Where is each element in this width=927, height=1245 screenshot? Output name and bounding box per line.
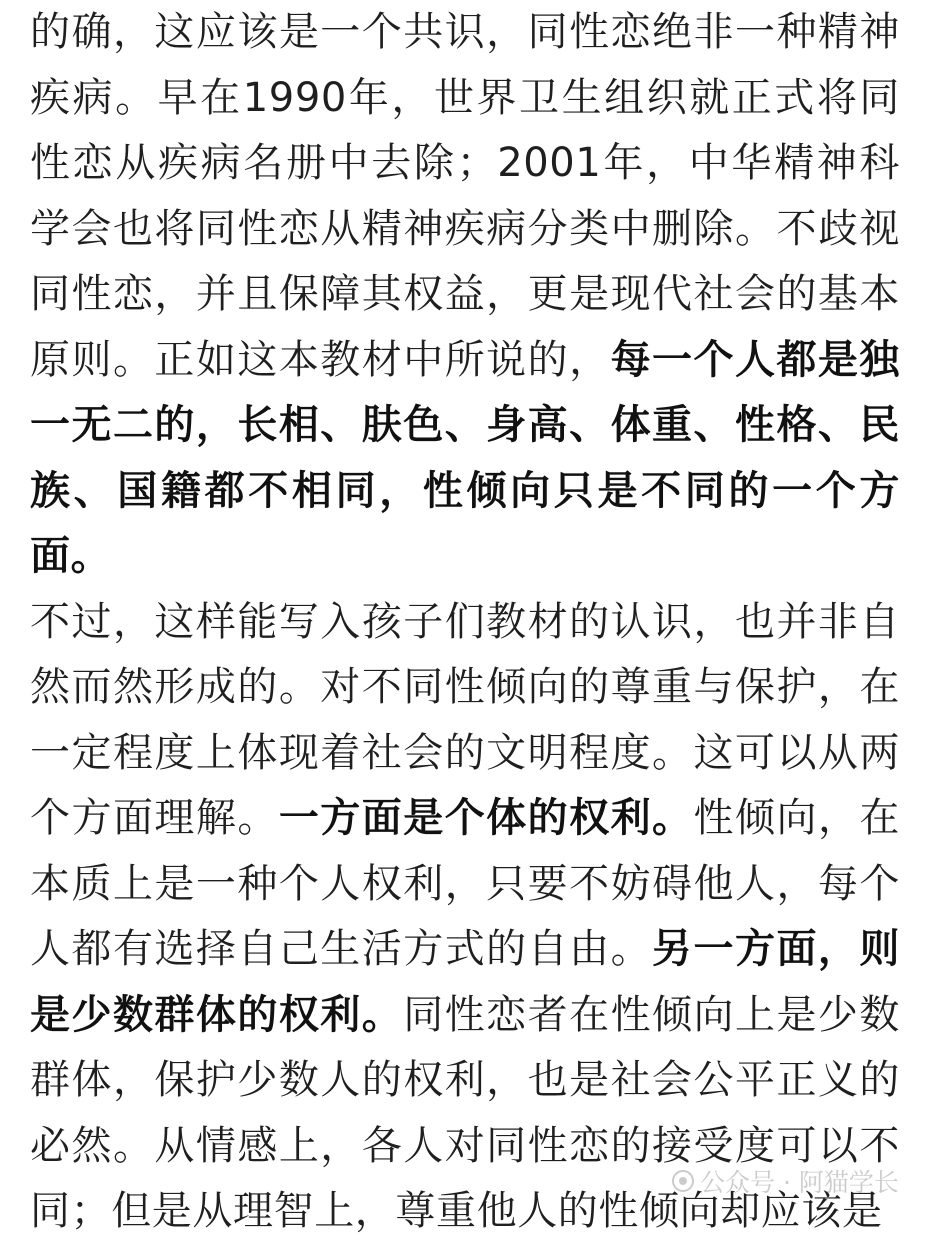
paragraph-2-text-3: 同性恋者在性倾向上是少数群体，保护少数人的权利，也是社会公平正义的必然。从情感上，各人对同性恋的接受度可以不同；但是从理智上，尊重他人的性倾向却应该是 bbox=[30, 991, 900, 1234]
paragraph-1-text: 的确，这应该是一个共识，同性恋绝非一种精神疾病。早在1990年，世界卫生组织就正式将同性恋从疾病名册中去除；2001年，中华精神科学会也将同性恋从精神疾病分类中删除。不歧视同性恋，并且保障其权益，更是现代社会的基本原则。正如这本教材中所说的， bbox=[30, 9, 900, 383]
paragraph-2-bold-2: 另一方面，则是少数群体的权利。 bbox=[30, 926, 900, 1038]
paragraph-1 bbox=[30, 0, 900, 590]
paragraph-2 bbox=[30, 590, 900, 1245]
paragraph-2-text-1: 不过，这样能写入孩子们教材的认识，也并非自然而然形成的。对不同性倾向的尊重与保护，在一定程度上体现着社会的文明程度。这可以从两个方面理解。 bbox=[30, 598, 900, 841]
article-body bbox=[30, 0, 900, 1245]
paragraph-1-bold: 每一个人都是独一无二的，长相、肤色、身高、体重、性格、民族、国籍都不相同，性倾向只是不同的一个方面。 bbox=[30, 336, 900, 579]
paragraph-2-bold-1: 一方面是个体的权利。 bbox=[278, 795, 694, 841]
watermark-text: 公众号 · 阿猫学长 bbox=[700, 1168, 899, 1197]
paragraph-2-text-2: 性倾向，在本质上是一种个人权利，只要不妨碍他人，每个人都有选择自己生活方式的自由。 bbox=[30, 795, 901, 972]
